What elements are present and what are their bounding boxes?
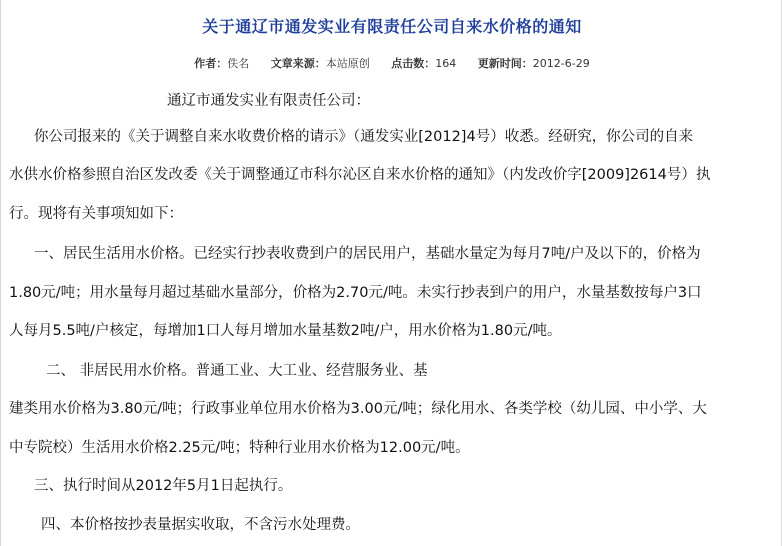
body-line: 三、执行时间从2012年5月1日起执行。 [34, 478, 293, 494]
document-title: 关于通辽市通发实业有限责任公司自来水价格的通知 [202, 17, 582, 36]
body-line: 一、居民生活用水价格。已经实行抄表收费到户的居民用户，基础水量定为每月7吨/户及以下的，价格为 [34, 246, 701, 262]
meta-author-label: 作者： [194, 57, 228, 70]
body-line: 人每月5.5吨/户核定，每增加1口人每月增加水量基数2吨/户，用水价格为1.80元/吨。 [9, 323, 562, 339]
body-line: 中专院校）生活用水价格2.25元/吨；特种行业用水价格为12.00元/吨。 [9, 440, 470, 456]
body-line: 建类用水价格为3.80元/吨；行政事业单位用水价格为3.00元/吨；绿化用水、各类学校（幼儿园、中小学、大 [9, 401, 707, 417]
body-line: 行。现将有关事项知如下： [9, 206, 183, 222]
body-line: 1.80元/吨；用水量每月超过基础水量部分，价格为2.70元/吨。未实行抄表到户的用户，水量基数按每户3口 [9, 285, 702, 301]
body-line: 二、 非居民用水价格。普通工业、大工业、经营服务业、基 [46, 363, 428, 379]
meta-updated-label: 更新时间： [477, 57, 533, 70]
meta-updated-value: 2012-6-29 [532, 57, 590, 70]
meta-updated [478, 55, 590, 71]
meta-author [194, 55, 249, 71]
meta-source-value: 本站原创 [325, 57, 370, 70]
body-line: 你公司报来的《关于调整自来水收费价格的请示》（通发实业[2012]4号）收悉。经研究，你公司的自来 [34, 129, 694, 145]
salutation: 通辽市通发实业有限责任公司： [167, 93, 370, 109]
meta-hits [391, 55, 456, 71]
body-line: 四、本价格按抄表量据实收取，不含污水处理费。 [41, 517, 360, 533]
meta-hits-value: 164 [435, 57, 457, 70]
body-line: 水供水价格参照自治区发改委《关于调整通辽市科尔沁区自来水价格的通知》（内发改价字[2009]2614号）执 [9, 167, 711, 183]
meta-hits-label: 点击数： [391, 57, 436, 70]
meta-author-value: 佚名 [227, 57, 250, 70]
meta-source [271, 55, 370, 71]
meta-source-label: 文章来源： [270, 57, 326, 70]
article-meta [1, 55, 782, 71]
